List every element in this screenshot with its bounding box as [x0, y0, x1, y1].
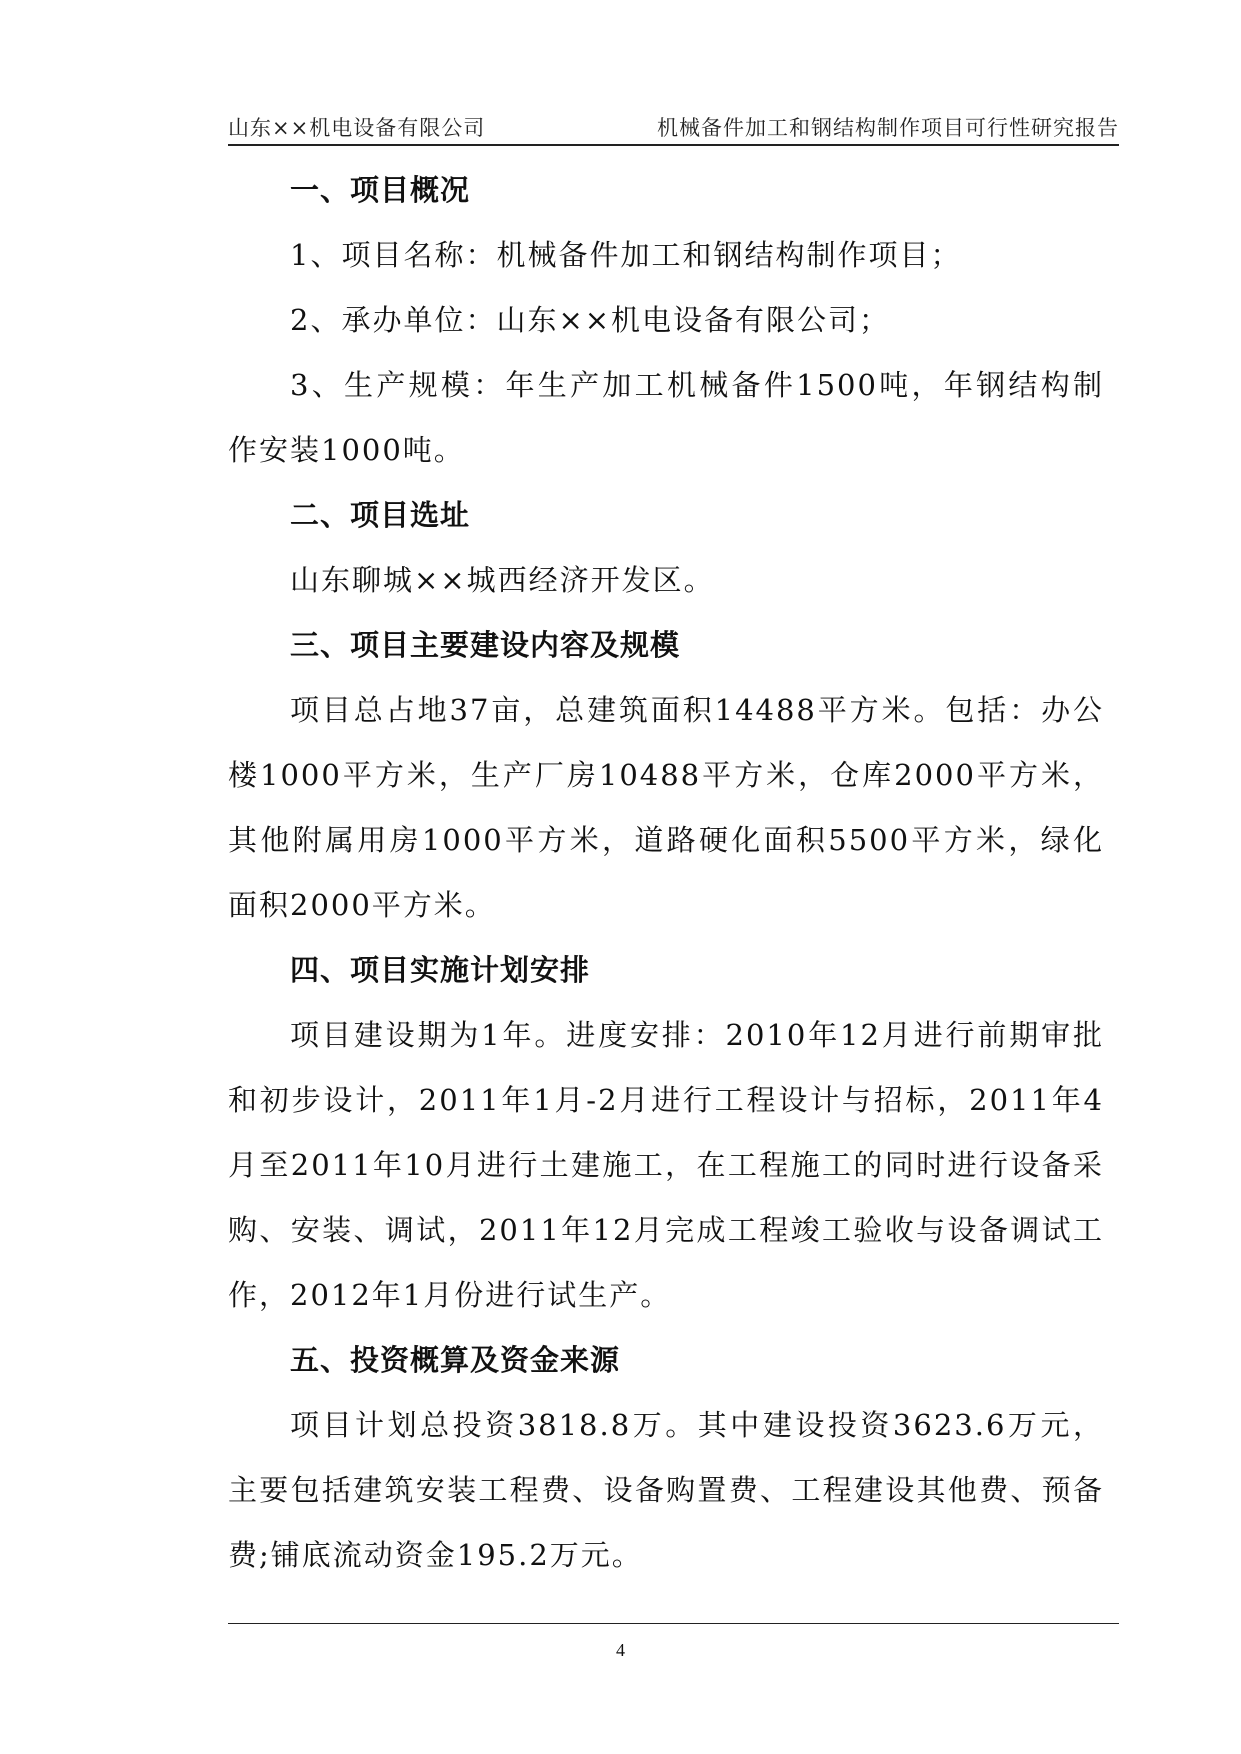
section-heading: 一、项目概况 [290, 173, 471, 207]
footer-divider [228, 1623, 1119, 1624]
paragraph: 项目建设期为1年。进度安排：2010年12月进行前期审批和初步设计，2011年1月-2月进行工程设计与招标，2011年4月至2011年10月进行土建施工，在工程施工的同时进行设备采购、安装、调试，2011年12月完成工程竣工验收与设备调试工作，2012年1月份进行试生产。 [228, 1018, 1104, 1312]
paragraph: 山东聊城××城西经济开发区。 [290, 563, 715, 597]
header-company: 山东××机电设备有限公司 [228, 116, 486, 140]
paragraph: 项目计划总投资3818.8万。其中建设投资3623.6万元，主要包括建筑安装工程费、设备购置费、工程建设其他费、预备费;铺底流动资金195.2万元。 [228, 1408, 1104, 1572]
section-heading: 三、项目主要建设内容及规模 [290, 628, 681, 662]
paragraph: 1、项目名称：机械备件加工和钢结构制作项目； [290, 238, 962, 272]
section-heading: 五、投资概算及资金来源 [290, 1343, 621, 1377]
paragraph: 3、生产规模：年生产加工机械备件1500吨，年钢结构制作安装1000吨。 [228, 368, 1104, 467]
header-report-title: 机械备件加工和钢结构制作项目可行性研究报告 [657, 116, 1119, 140]
section-heading: 二、项目选址 [290, 498, 471, 532]
paragraph: 2、承办单位：山东××机电设备有限公司； [290, 303, 891, 337]
section-heading: 四、项目实施计划安排 [290, 953, 591, 987]
document-body [228, 158, 1104, 1588]
page-number: 4 [616, 1640, 625, 1660]
page-header [228, 112, 1119, 146]
paragraph: 项目总占地37亩，总建筑面积14488平方米。包括：办公楼1000平方米，生产厂房10488平方米，仓库2000平方米，其他附属用房1000平方米，道路硬化面积5500平方米，绿化面积2000平方米。 [228, 693, 1104, 922]
